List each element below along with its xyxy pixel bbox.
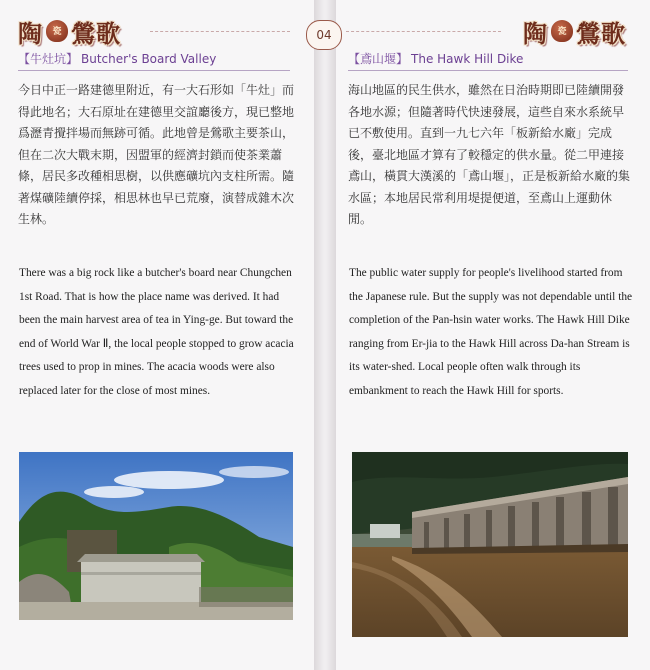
section-title-zh: 【鳶山堰】 [348, 52, 409, 66]
body-text-zh-right: 海山地區的民生供水，雖然在日治時期即已陸續開發各地水源；但隨著時代快速發展，這些自來水系統早已不敷使用。直到一九七六年「板新給水廠」完成後，臺北地區才算有了較穩定的供水量。從二甲連接鳶山，橫貫大漢溪的「鳶山堰」，正是板新給水廠的集水區；本地居民常利用堤提便道，至鳶山上運動休閒。 [348, 83, 631, 226]
pottery-icon: 瓷 [46, 20, 68, 42]
brand-logo-left [18, 16, 121, 46]
page-number: 04 [306, 20, 342, 50]
title-underline-right [348, 70, 628, 71]
page-gutter [314, 0, 336, 670]
brand-char-2: 鶯歌 [71, 18, 121, 48]
brand-char-1: 陶 [18, 18, 43, 48]
header-divider-left [150, 31, 290, 32]
section-title-en: The Hawk Hill Dike [411, 52, 524, 66]
title-underline-left [18, 70, 290, 71]
section-title-en: Butcher's Board Valley [81, 52, 217, 66]
body-text-en-left: There was a big rock like a butcher's board near Chungchen 1st Road. That is how the place name was derived. It had been the main harvest area of tea in Ying-ge. But toward the end of World War Ⅱ, the local people stopped to grow acacia trees used to prop in mines. The acacia woods were also replaced later for the close of most mines. [19, 267, 294, 397]
brand-char-1: 陶 [523, 18, 548, 48]
photo-hawk-hill-dike [352, 452, 628, 637]
photo-butchers-board-valley [19, 452, 293, 620]
section-title-zh: 【牛灶坑】 [18, 52, 79, 66]
brand-logo-right [523, 16, 626, 46]
section-title-right [348, 50, 523, 70]
section-title-left [18, 50, 216, 70]
body-text-zh-left: 今日中正一路建德里附近，有一大石形如「牛灶」而得此地名；大石原址在建德里交誼廳後方，現已整地爲瀝青攪拌場而無跡可循。此地曾是鶯歌主要茶山，但在二次大戰末期，因盟軍的經濟封鎖而使茶業蕭條，居民多改種相思樹，以供應礦坑內支柱所需。隨著煤礦陸續停採，相思林也早已荒廢，演替成雜木次生林。 [18, 83, 295, 226]
body-text-en-right: The public water supply for people's livelihood started from the Japanese rule. But the supply was not dependable until the completion of the Pan-hsin water works. The Hawk Hill Dike ranging from Er-jia to the Hawk Hill across Da-han Stream is its water-shed. Local people often walk through its embankment to reach the Hawk Hill for sports. [349, 267, 633, 397]
brand-char-2: 鶯歌 [576, 18, 626, 48]
header-divider-right [346, 31, 501, 32]
pottery-icon: 瓷 [551, 20, 573, 42]
